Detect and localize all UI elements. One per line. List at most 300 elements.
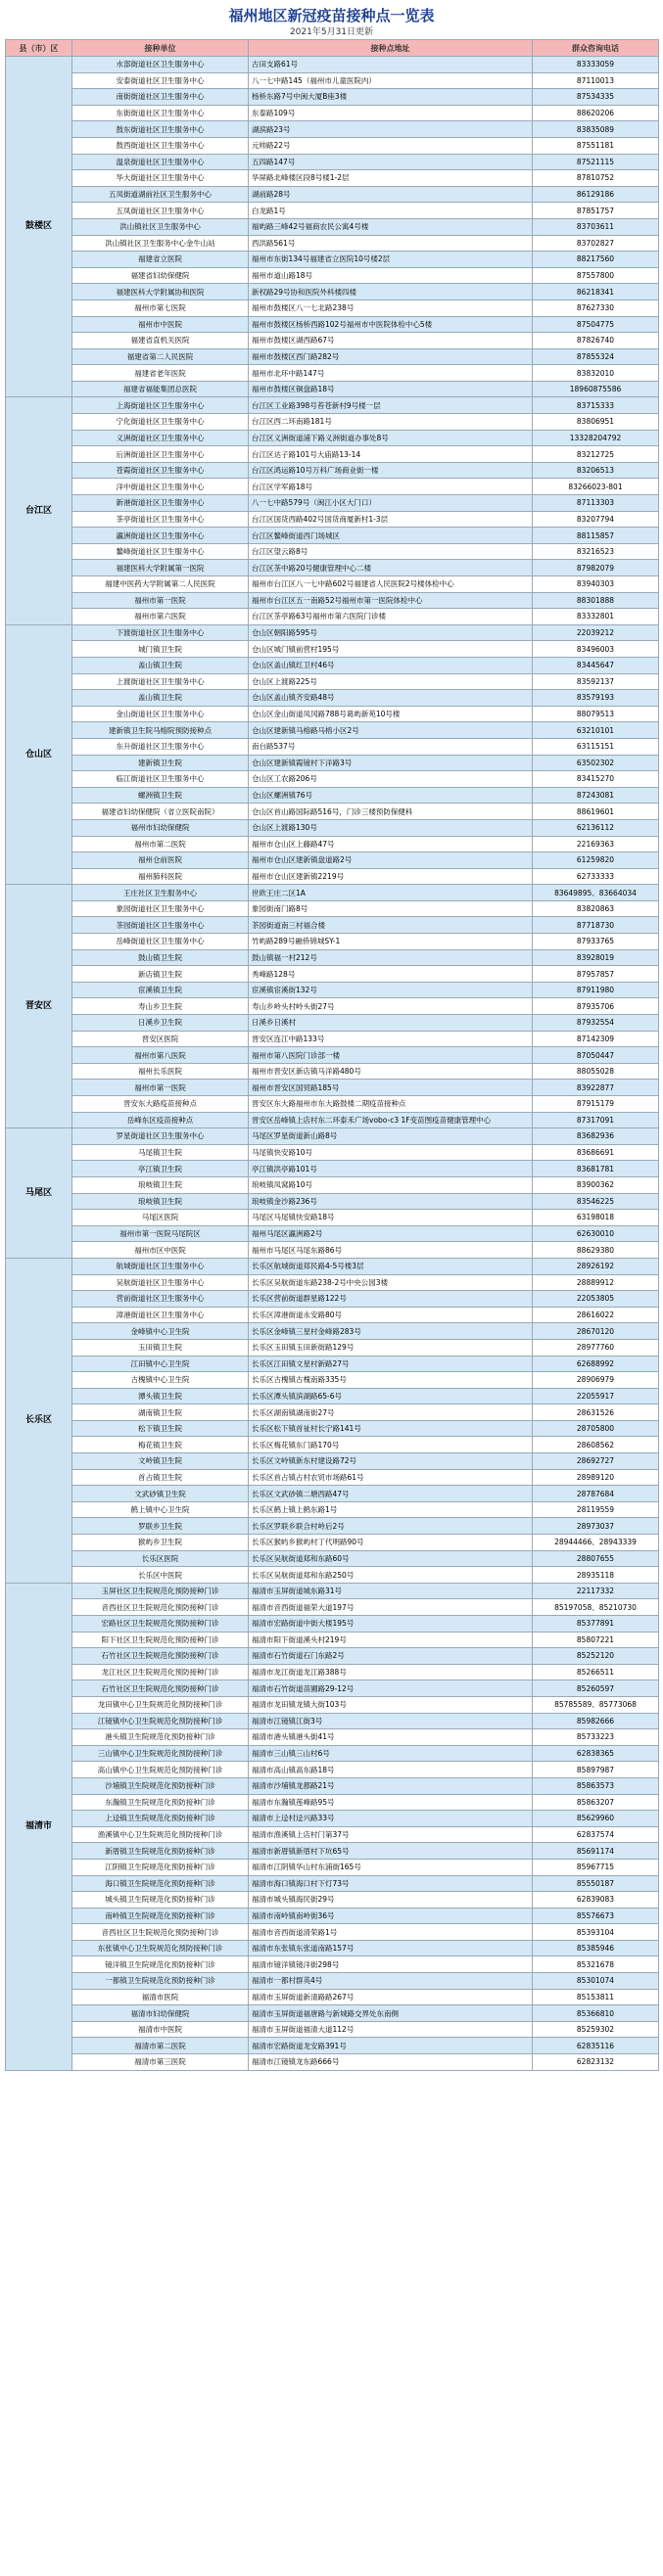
unit-cell: 宦溪镇卫生院 <box>72 982 249 998</box>
table-row <box>6 722 659 739</box>
unit-cell: 王庄社区卫生服务中心 <box>72 885 249 901</box>
table-row <box>6 1826 659 1843</box>
phone-cell: 85863207 <box>533 1794 659 1811</box>
phone-cell: 85377891 <box>533 1616 659 1633</box>
table-row <box>6 495 659 512</box>
phone-cell: 87810752 <box>533 170 659 187</box>
address-cell: 寿山乡岭头村岭头街27号 <box>249 998 533 1015</box>
phone-cell: 13328204792 <box>533 430 659 446</box>
address-cell: 福清市龙江街道龙江路388号 <box>249 1664 533 1680</box>
phone-cell: 62688992 <box>533 1356 659 1372</box>
address-cell: 仓山区螺洲镇76号 <box>249 787 533 804</box>
table-row <box>6 1388 659 1404</box>
table-row <box>6 137 659 154</box>
address-cell: 古田支路61号 <box>249 57 533 73</box>
phone-cell: 83703611 <box>533 218 659 235</box>
address-cell: 长乐区猴屿乡猴屿村丁代明路90号 <box>249 1535 533 1551</box>
address-cell: 福州市晋安区新店镇马洋路480号 <box>249 1063 533 1080</box>
table-row <box>6 1729 659 1746</box>
phone-cell: 88301888 <box>533 592 659 609</box>
page <box>5 0 658 2071</box>
address-cell: 台江区达子路101号大庙路13-14 <box>249 446 533 463</box>
table-row <box>6 1989 659 2005</box>
unit-cell: 福州仓前医院 <box>72 852 249 869</box>
address-cell: 福清市宏路街道中街大楼195号 <box>249 1616 533 1633</box>
table-row <box>6 1144 659 1161</box>
unit-cell: 新厝镇卫生院规范化预防接种门诊 <box>72 1843 249 1860</box>
phone-cell: 63502302 <box>533 755 659 771</box>
table-row <box>6 121 659 138</box>
unit-cell: 潭头镇卫生院 <box>72 1388 249 1404</box>
phone-cell: 83922877 <box>533 1080 659 1096</box>
address-cell: 福清市龙田镇龙镇大街103号 <box>249 1696 533 1713</box>
unit-cell: 阳下社区卫生院规范化预防接种门诊 <box>72 1632 249 1648</box>
unit-cell: 一都镇卫生院规范化预防接种门诊 <box>72 1973 249 1990</box>
phone-cell: 87933765 <box>533 934 659 950</box>
unit-cell: 上渡街道社区卫生服务中心 <box>72 673 249 690</box>
table-row <box>6 1535 659 1551</box>
table-row <box>6 1664 659 1680</box>
table-row <box>6 203 659 219</box>
table-row <box>6 836 659 852</box>
unit-cell: 福建医科大学附属协和医院 <box>72 284 249 300</box>
phone-cell: 28705800 <box>533 1420 659 1437</box>
phone-cell: 83333059 <box>533 57 659 73</box>
unit-cell: 镜洋镇卫生院规范化预防接种门诊 <box>72 1956 249 1973</box>
table-row <box>6 1794 659 1811</box>
phone-cell: 22039212 <box>533 624 659 641</box>
address-cell: 长乐区首占镇占村农贸市场路61号 <box>249 1469 533 1486</box>
unit-cell: 古槐镇中心卫生院 <box>72 1372 249 1389</box>
district-cell: 鼓楼区 <box>6 57 72 397</box>
address-cell: 马尾镇快安路10号 <box>249 1144 533 1161</box>
address-cell: 长乐区松下镇首祉村长宁路141号 <box>249 1420 533 1437</box>
unit-cell: 音西社区卫生院规范化预防接种门诊 <box>72 1924 249 1941</box>
unit-cell: 港头镇卫生院规范化预防接种门诊 <box>72 1729 249 1746</box>
phone-cell: 85967715 <box>533 1859 659 1875</box>
phone-cell: 83820863 <box>533 900 659 917</box>
phone-cell: 87826740 <box>533 333 659 349</box>
table-row <box>6 1632 659 1648</box>
unit-cell: 湖南镇卫生院 <box>72 1404 249 1421</box>
phone-cell: 83579193 <box>533 690 659 707</box>
unit-cell: 海口镇卫生院规范化预防接种门诊 <box>72 1875 249 1892</box>
address-cell: 杨桥东路7号中闽大厦B座3楼 <box>249 89 533 106</box>
address-cell: 茶园街道南三村福合楼 <box>249 917 533 934</box>
unit-cell: 福清市中医院 <box>72 2021 249 2038</box>
table-row <box>6 1908 659 1924</box>
table-header-row <box>6 40 659 57</box>
address-cell: 八一七中路579号（闽江小区大门口） <box>249 495 533 512</box>
district-cell: 长乐区 <box>6 1258 72 1583</box>
table-row <box>6 900 659 917</box>
phone-cell: 85252120 <box>533 1648 659 1665</box>
unit-cell: 鼓东街道社区卫生服务中心 <box>72 121 249 138</box>
phone-cell: 63198018 <box>533 1210 659 1226</box>
unit-cell: 石竹社区卫生院规范化预防接种门诊 <box>72 1680 249 1697</box>
unit-cell: 福建省第二人民医院 <box>72 348 249 365</box>
unit-cell: 岳峰东区疫苗接种点 <box>72 1112 249 1128</box>
unit-cell: 福清市医院 <box>72 1989 249 2005</box>
table-row <box>6 284 659 300</box>
unit-cell: 琅岐镇卫生院 <box>72 1193 249 1210</box>
unit-cell: 马尾镇卫生院 <box>72 1144 249 1161</box>
address-cell: 福州市鼓楼区铜盘路18号 <box>249 381 533 397</box>
address-cell: 秀峰路128号 <box>249 966 533 983</box>
header-district: 县（市）区 <box>6 40 72 57</box>
table-row <box>6 624 659 641</box>
address-cell: 晋安区连江中路133号 <box>249 1031 533 1047</box>
phone-cell: 87855324 <box>533 348 659 365</box>
address-cell: 福清市东瀚镇莲峰路95号 <box>249 1794 533 1811</box>
unit-cell: 罗星街道社区卫生服务中心 <box>72 1128 249 1145</box>
unit-cell: 东街街道社区卫生服务中心 <box>72 105 249 121</box>
unit-cell: 东升街道社区卫生服务中心 <box>72 738 249 755</box>
table-row <box>6 1875 659 1892</box>
unit-cell: 三山镇中心卫生院规范化预防接种门诊 <box>72 1745 249 1762</box>
unit-cell: 龙江社区卫生院规范化预防接种门诊 <box>72 1664 249 1680</box>
address-cell: 长乐区文岭镇新东村建设路72号 <box>249 1453 533 1470</box>
unit-cell: 五凤街道社区卫生服务中心 <box>72 203 249 219</box>
unit-cell: 义洲街道社区卫生服务中心 <box>72 430 249 446</box>
address-cell: 东泰路109号 <box>249 105 533 121</box>
table-row <box>6 1176 659 1193</box>
address-cell: 福清市三山镇三山村6号 <box>249 1745 533 1762</box>
phone-cell: 85691174 <box>533 1843 659 1860</box>
unit-cell: 福州市第七医院 <box>72 299 249 316</box>
table-row <box>6 299 659 316</box>
unit-cell: 象园街道社区卫生服务中心 <box>72 900 249 917</box>
unit-cell: 渔溪镇中心卫生院规范化预防接种门诊 <box>72 1826 249 1843</box>
unit-cell: 五凤街道湖前社区卫生服务中心 <box>72 186 249 203</box>
phone-cell: 86218341 <box>533 284 659 300</box>
table-row <box>6 1307 659 1323</box>
table-row <box>6 1486 659 1502</box>
address-cell: 福清市新厝镇新厝村下坑65号 <box>249 1843 533 1860</box>
phone-cell: 83928019 <box>533 949 659 966</box>
table-row <box>6 1404 659 1421</box>
table-row <box>6 1469 659 1486</box>
address-cell: 福州市台江区八一七中路602号福建省人民医院2号楼体检中心 <box>249 576 533 593</box>
table-row <box>6 1696 659 1713</box>
table-row <box>6 89 659 106</box>
phone-cell: 28119559 <box>533 1501 659 1518</box>
table-row <box>6 1339 659 1356</box>
unit-cell: 岳峰街道社区卫生服务中心 <box>72 934 249 950</box>
unit-cell: 长乐区中医院 <box>72 1567 249 1584</box>
unit-cell: 漳港街道社区卫生服务中心 <box>72 1307 249 1323</box>
address-cell: 福州市台江区五一南路52号福州市第一医院体检中心 <box>249 592 533 609</box>
phone-cell: 85321678 <box>533 1956 659 1973</box>
unit-cell: 洋中街道社区卫生服务中心 <box>72 479 249 495</box>
table-row <box>6 2021 659 2038</box>
table-row <box>6 1924 659 1941</box>
phone-cell: 87317091 <box>533 1112 659 1128</box>
update-date: 2021年5月31日更新 <box>289 27 374 37</box>
unit-cell: 安泰街道社区卫生服务中心 <box>72 72 249 89</box>
address-cell: 台江区学军路18号 <box>249 479 533 495</box>
unit-cell: 城头镇卫生院规范化预防接种门诊 <box>72 1892 249 1909</box>
address-cell: 长乐区江田镇文星村新路27号 <box>249 1356 533 1372</box>
address-cell: 福州市北环中路147号 <box>249 365 533 382</box>
phone-cell: 87718730 <box>533 917 659 934</box>
unit-cell: 龙田镇中心卫生院规范化预防接种门诊 <box>72 1696 249 1713</box>
address-cell: 仓山区盖山镇红卫村46号 <box>249 657 533 673</box>
table-row <box>6 1956 659 1973</box>
phone-cell: 85863573 <box>533 1777 659 1794</box>
phone-cell: 83806951 <box>533 414 659 431</box>
unit-cell: 上迳镇卫生院规范化预防接种门诊 <box>72 1811 249 1827</box>
address-cell: 长乐区营前街道群星路122号 <box>249 1291 533 1308</box>
address-cell: 晋安区东大路福州市东大路鼓楼二期疫苗接种点 <box>249 1096 533 1113</box>
phone-cell: 63115151 <box>533 738 659 755</box>
address-cell: 晋安区岳峰镇上店村东二环泰禾广场vobo-c3 1F变苗图疫苗健康管理中心 <box>249 1112 533 1128</box>
unit-cell: 瀛洲街道社区卫生服务中心 <box>72 528 249 544</box>
unit-cell: 福州市妇幼保健院 <box>72 819 249 836</box>
phone-cell: 62838365 <box>533 1745 659 1762</box>
phone-cell: 85259302 <box>533 2021 659 2038</box>
address-cell: 仓山区上渡路225号 <box>249 673 533 690</box>
unit-cell: 南岭镇卫生院规范化预防接种门诊 <box>72 1908 249 1924</box>
table-row <box>6 105 659 121</box>
unit-cell: 首占镇卫生院 <box>72 1469 249 1486</box>
address-cell: 马尾区罗星街道新山路8号 <box>249 1128 533 1145</box>
unit-cell: 城门镇卫生院 <box>72 641 249 658</box>
unit-cell: 金山街道社区卫生服务中心 <box>72 706 249 722</box>
phone-cell: 22053805 <box>533 1291 659 1308</box>
phone-cell: 87982079 <box>533 560 659 576</box>
table-row <box>6 641 659 658</box>
table-row <box>6 1210 659 1226</box>
address-cell: 仓山区首山路国际路516号，门诊三楼预防保健科 <box>249 804 533 820</box>
phone-cell: 28787684 <box>533 1486 659 1502</box>
phone-cell: 86129186 <box>533 186 659 203</box>
table-row <box>6 1859 659 1875</box>
address-cell: 竹屿路289号融侨锦城SY-1 <box>249 934 533 950</box>
address-cell: 福清市江镜镇龙东路666号 <box>249 2054 533 2071</box>
address-cell: 福清市港头镇港头街41号 <box>249 1729 533 1746</box>
table-row <box>6 2054 659 2071</box>
table-row <box>6 868 659 885</box>
address-cell: 福州市道山路18号 <box>249 267 533 284</box>
address-cell: 长乐区文武砂镇二塘西路47号 <box>249 1486 533 1502</box>
unit-cell: 音西社区卫生院规范化预防接种门诊 <box>72 1599 249 1616</box>
address-cell: 台江区西二环南路181号 <box>249 414 533 431</box>
address-cell: 琅岐镇金沙路236号 <box>249 1193 533 1210</box>
address-cell: 长乐区吴航街道郑和东路60号 <box>249 1550 533 1567</box>
table-row <box>6 267 659 284</box>
phone-cell: 83207794 <box>533 511 659 528</box>
phone-cell: 85576673 <box>533 1908 659 1924</box>
phone-cell: 62837574 <box>533 1826 659 1843</box>
phone-cell: 87851757 <box>533 203 659 219</box>
unit-cell: 建新镇卫生院 <box>72 755 249 771</box>
address-cell: 福清市石竹街道石门东路2号 <box>249 1648 533 1665</box>
table-row <box>6 414 659 431</box>
table-row <box>6 885 659 901</box>
unit-cell: 文岭镇卫生院 <box>72 1453 249 1470</box>
table-row <box>6 1372 659 1389</box>
address-cell: 福清市石竹街道苗圃路29-12号 <box>249 1680 533 1697</box>
district-cell: 马尾区 <box>6 1128 72 1259</box>
table-row <box>6 1518 659 1535</box>
phone-cell: 28944466、28943339 <box>533 1535 659 1551</box>
phone-cell: 87915179 <box>533 1096 659 1113</box>
unit-cell: 梅花镇卫生院 <box>72 1437 249 1453</box>
address-cell: 日溪乡日溪村 <box>249 1015 533 1032</box>
unit-cell: 临江街道社区卫生服务中心 <box>72 771 249 788</box>
unit-cell: 鹤上镇中心卫生院 <box>72 1501 249 1518</box>
address-cell: 仓山区朝阳路595号 <box>249 624 533 641</box>
unit-cell: 福建省老年医院 <box>72 365 249 382</box>
phone-cell: 28692727 <box>533 1453 659 1470</box>
unit-cell: 福州市第二医院 <box>72 836 249 852</box>
address-cell: 长乐区湖南镇湖南街27号 <box>249 1404 533 1421</box>
address-cell: 福州市鼓楼区西门路282号 <box>249 348 533 365</box>
address-cell: 仓山区城门镇前营村195号 <box>249 641 533 658</box>
phone-cell: 63210101 <box>533 722 659 739</box>
unit-cell: 后洲街道社区卫生服务中心 <box>72 446 249 463</box>
unit-cell: 福州市中医院 <box>72 316 249 333</box>
phone-cell: 28906979 <box>533 1372 659 1389</box>
phone-cell: 85366810 <box>533 2005 659 2022</box>
district-cell: 台江区 <box>6 397 72 624</box>
phone-cell: 87110013 <box>533 72 659 89</box>
phone-cell: 83681781 <box>533 1161 659 1177</box>
table-row <box>6 397 659 414</box>
phone-cell: 28935118 <box>533 1567 659 1584</box>
unit-cell: 福建中医药大学附属第二人民医院 <box>72 576 249 593</box>
address-cell: 福清市高山镇高东路18号 <box>249 1762 533 1778</box>
unit-cell: 福州市区中医院 <box>72 1242 249 1259</box>
address-cell: 福清市玉屏街道福唐路与新城路交界处东南侧 <box>249 2005 533 2022</box>
phone-cell: 28670120 <box>533 1323 659 1340</box>
phone-cell: 87911980 <box>533 982 659 998</box>
unit-cell: 盖山镇卫生院 <box>72 690 249 707</box>
header-phone: 群众咨询电话 <box>533 40 659 57</box>
phone-cell: 28889912 <box>533 1274 659 1291</box>
address-cell: 福清市玉屏街道城东路31号 <box>249 1583 533 1599</box>
table-row <box>6 543 659 560</box>
phone-cell: 85393104 <box>533 1924 659 1941</box>
table-row <box>6 1453 659 1470</box>
phone-cell: 85733223 <box>533 1729 659 1746</box>
table-row <box>6 1080 659 1096</box>
phone-cell: 85385946 <box>533 1940 659 1956</box>
phone-cell: 87534335 <box>533 89 659 106</box>
phone-cell: 88217560 <box>533 252 659 268</box>
phone-cell: 88620206 <box>533 105 659 121</box>
address-cell: 仓山区建新镇马榕路马榕小区2号 <box>249 722 533 739</box>
table-row <box>6 1680 659 1697</box>
phone-cell: 87521115 <box>533 154 659 170</box>
phone-cell: 83496003 <box>533 641 659 658</box>
unit-cell: 福建省立医院 <box>72 252 249 268</box>
address-cell: 福州市仓山区建新镇2219号 <box>249 868 533 885</box>
phone-cell: 28977760 <box>533 1339 659 1356</box>
table-row <box>6 218 659 235</box>
unit-cell: 亭江镇卫生院 <box>72 1161 249 1177</box>
district-cell: 仓山区 <box>6 624 72 885</box>
phone-cell: 85301074 <box>533 1973 659 1990</box>
phone-cell: 83332801 <box>533 609 659 625</box>
address-cell: 仓山区工农路206号 <box>249 771 533 788</box>
address-cell: 长乐区鹤上镇上鹤东路1号 <box>249 1501 533 1518</box>
table-row <box>6 852 659 869</box>
unit-cell: 福州市第六医院 <box>72 609 249 625</box>
unit-cell: 下渡街道社区卫生服务中心 <box>72 624 249 641</box>
phone-cell: 87504775 <box>533 316 659 333</box>
phone-cell: 28926192 <box>533 1258 659 1274</box>
unit-cell: 建新镇卫生院马榕院预防接种点 <box>72 722 249 739</box>
unit-cell: 福清市第三医院 <box>72 2054 249 2071</box>
phone-cell: 87957857 <box>533 966 659 983</box>
address-cell: 福清市城头镇海民街29号 <box>249 1892 533 1909</box>
table-row <box>6 1777 659 1794</box>
unit-cell: 鳌峰街道社区卫生服务中心 <box>72 543 249 560</box>
table-row <box>6 819 659 836</box>
table-row <box>6 479 659 495</box>
address-cell: 福州市晋安区国贸路185号 <box>249 1080 533 1096</box>
table-row <box>6 804 659 820</box>
phone-cell: 85266511 <box>533 1664 659 1680</box>
address-cell: 长乐区吴航街道郑和东路250号 <box>249 1567 533 1584</box>
table-row <box>6 1031 659 1047</box>
unit-cell: 罗联乡卫生院 <box>72 1518 249 1535</box>
phone-cell: 22169363 <box>533 836 659 852</box>
table-row <box>6 1762 659 1778</box>
table-row <box>6 57 659 73</box>
phone-cell: 28973037 <box>533 1518 659 1535</box>
phone-cell: 83702827 <box>533 235 659 252</box>
address-cell: 福州市鼓楼区湖西路67号 <box>249 333 533 349</box>
phone-cell: 87935706 <box>533 998 659 1015</box>
table-row <box>6 1567 659 1584</box>
phone-cell: 62136112 <box>533 819 659 836</box>
address-cell: 亭江镇洪亭路101号 <box>249 1161 533 1177</box>
address-cell: 白龙路1号 <box>249 203 533 219</box>
table-row <box>6 1225 659 1242</box>
address-cell: 台江区义洲街道浦下路义洲街道办事处8号 <box>249 430 533 446</box>
phone-cell: 83445647 <box>533 657 659 673</box>
unit-cell: 茶园街道社区卫生服务中心 <box>72 917 249 934</box>
table-row <box>6 154 659 170</box>
phone-cell: 83415270 <box>533 771 659 788</box>
table-row <box>6 1616 659 1633</box>
table-row <box>6 1047 659 1064</box>
table-row <box>6 1161 659 1177</box>
address-cell: 八一七中路145（福州市儿童医院内） <box>249 72 533 89</box>
unit-cell: 金峰镇中心卫生院 <box>72 1323 249 1340</box>
phone-cell: 87113303 <box>533 495 659 512</box>
table-row <box>6 528 659 544</box>
phone-cell: 83546225 <box>533 1193 659 1210</box>
phone-cell: 87557800 <box>533 267 659 284</box>
table-row <box>6 949 659 966</box>
table-row <box>6 673 659 690</box>
unit-cell: 营前街道社区卫生服务中心 <box>72 1291 249 1308</box>
unit-cell: 福州市第一医院 <box>72 592 249 609</box>
unit-cell: 日溪乡卫生院 <box>72 1015 249 1032</box>
address-cell: 福清市音西街道清荣路1号 <box>249 1924 533 1941</box>
unit-cell: 鼓西街道社区卫生服务中心 <box>72 137 249 154</box>
district-cell: 晋安区 <box>6 885 72 1128</box>
unit-cell: 高山镇中心卫生院规范化预防接种门诊 <box>72 1762 249 1778</box>
table-row <box>6 690 659 707</box>
table-row <box>6 381 659 397</box>
address-cell: 台江区茶中路20号健康管理中心二楼 <box>249 560 533 576</box>
phone-cell: 83212725 <box>533 446 659 463</box>
